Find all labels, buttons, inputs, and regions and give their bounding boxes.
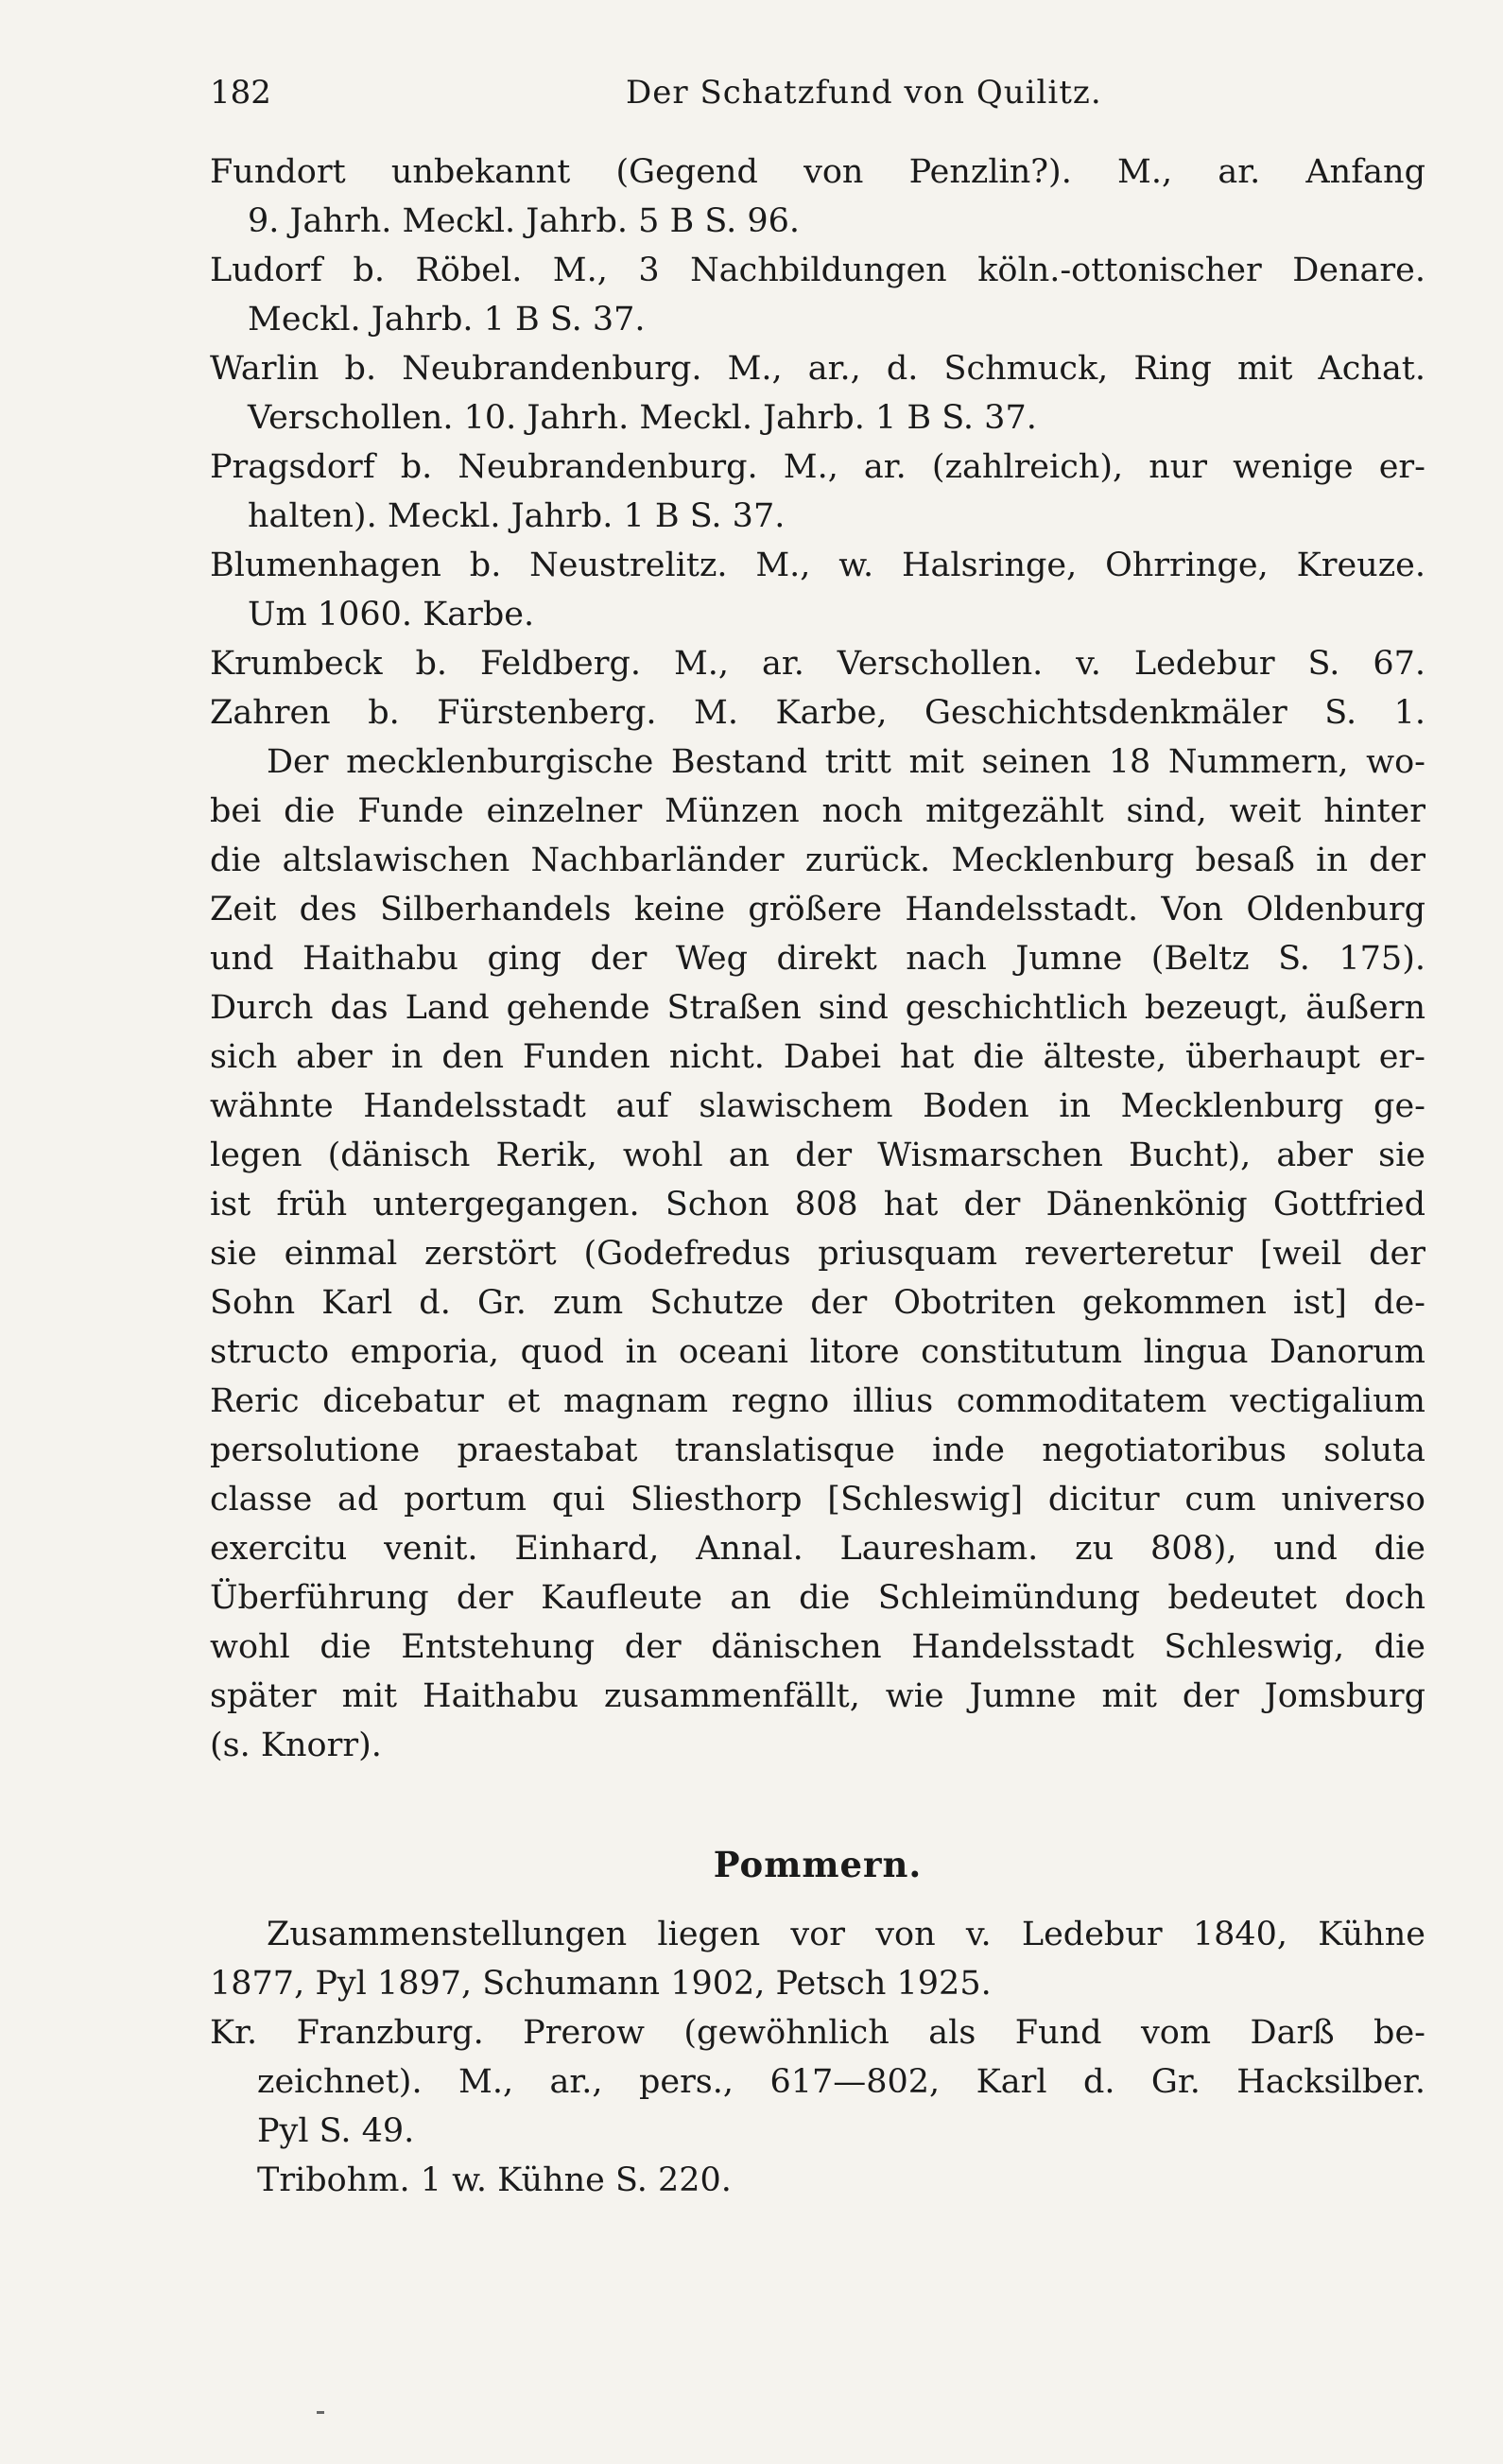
paragraph-line: Der mecklenburgische Bestand tritt mit seinen 18 Nummern, wo- — [267, 743, 1425, 781]
list-line: zeichnet). M., ar., pers., 617—802, Karl d. Gr. Hacksilber. — [257, 2063, 1425, 2101]
list-line: Blumenhagen b. Neustrelitz. M., w. Halsringe, Ohrringe, Kreuze. — [210, 547, 1425, 584]
section-heading-pommern: Pommern. — [713, 1844, 923, 1885]
paragraph-line: wähnte Handelsstadt auf slawischem Boden in Mecklenburg ge- — [210, 1087, 1425, 1125]
page-header — [210, 74, 1425, 121]
paragraph-line: Reric dicebatur et magnam regno illius commoditatem vectigalium — [210, 1382, 1425, 1420]
body-paragraph — [210, 737, 1425, 1770]
paragraph-line: persolutione praestabat translatisque inde negotiatoribus soluta — [210, 1432, 1425, 1469]
list-line: 1877, Pyl 1897, Schumann 1902, Petsch 1925. — [210, 1965, 992, 2003]
list-line: Zahren b. Fürstenberg. M. Karbe, Geschichtsdenkmäler S. 1. — [210, 694, 1425, 732]
paragraph-line: und Haithabu ging der Weg direkt nach Jumne (Beltz S. 175). — [210, 940, 1425, 978]
paragraph-line: structo emporia, quod in oceani litore constitutum lingua Danorum — [210, 1333, 1425, 1371]
list-line: Pragsdorf b. Neubrandenburg. M., ar. (zahlreich), nur wenige er- — [210, 448, 1425, 486]
list-line: Ludorf b. Röbel. M., 3 Nachbildungen köln.-ottonischer Denare. — [210, 252, 1425, 289]
list-line: Pyl S. 49. — [257, 2112, 415, 2150]
paragraph-line: ist früh untergegangen. Schon 808 hat der Dänenkönig Gottfried — [210, 1186, 1425, 1223]
list-line: Verschollen. 10. Jahrh. Meckl. Jahrb. 1 B S. 37. — [248, 399, 1037, 437]
paragraph-line: (s. Knorr). — [210, 1727, 382, 1764]
running-title: Der Schatzfund von Quilitz. — [626, 74, 1102, 112]
paragraph-line: Sohn Karl d. Gr. zum Schutze der Obotriten gekommen ist] de- — [210, 1284, 1425, 1322]
paragraph-line: exercitu venit. Einhard, Annal. Lauresham. zu 808), und die — [210, 1530, 1425, 1568]
paragraph-line: Zeit des Silberhandels keine größere Handelsstadt. Von Oldenburg — [210, 891, 1425, 928]
page-number: 182 — [210, 74, 271, 112]
paragraph-line: später mit Haithabu zusammenfällt, wie Jumne mit der Jomsburg — [210, 1677, 1425, 1715]
list-line: Krumbeck b. Feldberg. M., ar. Verschollen. v. Ledebur S. 67. — [210, 645, 1425, 683]
list-line: Warlin b. Neubrandenburg. M., ar., d. Schmuck, Ring mit Achat. — [210, 350, 1425, 388]
paragraph-line: wohl die Entstehung der dänischen Handelsstadt Schleswig, die — [210, 1628, 1425, 1666]
paragraph-line: sie einmal zerstört (Godefredus priusquam reverteretur [weil der — [210, 1235, 1425, 1273]
list-line: Kr. Franzburg. Prerow (gewöhnlich als Fund vom Darß be- — [210, 2014, 1425, 2052]
paragraph-line: Überführung der Kaufleute an die Schleimündung bedeutet doch — [210, 1579, 1425, 1617]
find-list-mecklenburg — [210, 147, 1425, 737]
list-line: Zusammenstellungen liegen vor von v. Ledebur 1840, Kühne — [267, 1916, 1425, 1953]
ink-speck — [317, 2411, 324, 2414]
list-line: 9. Jahrh. Meckl. Jahrb. 5 B S. 96. — [248, 202, 800, 240]
list-line: Fundort unbekannt (Gegend von Penzlin?). M., ar. Anfang — [210, 153, 1425, 191]
paragraph-line: die altslawischen Nachbarländer zurück. Mecklenburg besaß in der — [210, 842, 1425, 879]
list-line: Um 1060. Karbe. — [248, 596, 535, 633]
paragraph-line: legen (dänisch Rerik, wohl an der Wismarschen Bucht), aber sie — [210, 1137, 1425, 1174]
paragraph-line: classe ad portum qui Sliesthorp [Schleswig] dicitur cum universo — [210, 1481, 1425, 1518]
paragraph-line: bei die Funde einzelner Münzen noch mitgezählt sind, weit hinter — [210, 792, 1425, 830]
list-line: Tribohm. 1 w. Kühne S. 220. — [257, 2161, 732, 2199]
find-list-pommern — [210, 1910, 1425, 2205]
paragraph-line: sich aber in den Funden nicht. Dabei hat die älteste, überhaupt er- — [210, 1038, 1425, 1076]
list-line: halten). Meckl. Jahrb. 1 B S. 37. — [248, 497, 786, 535]
list-line: Meckl. Jahrb. 1 B S. 37. — [248, 301, 646, 338]
paragraph-line: Durch das Land gehende Straßen sind geschichtlich bezeugt, äußern — [210, 989, 1425, 1027]
